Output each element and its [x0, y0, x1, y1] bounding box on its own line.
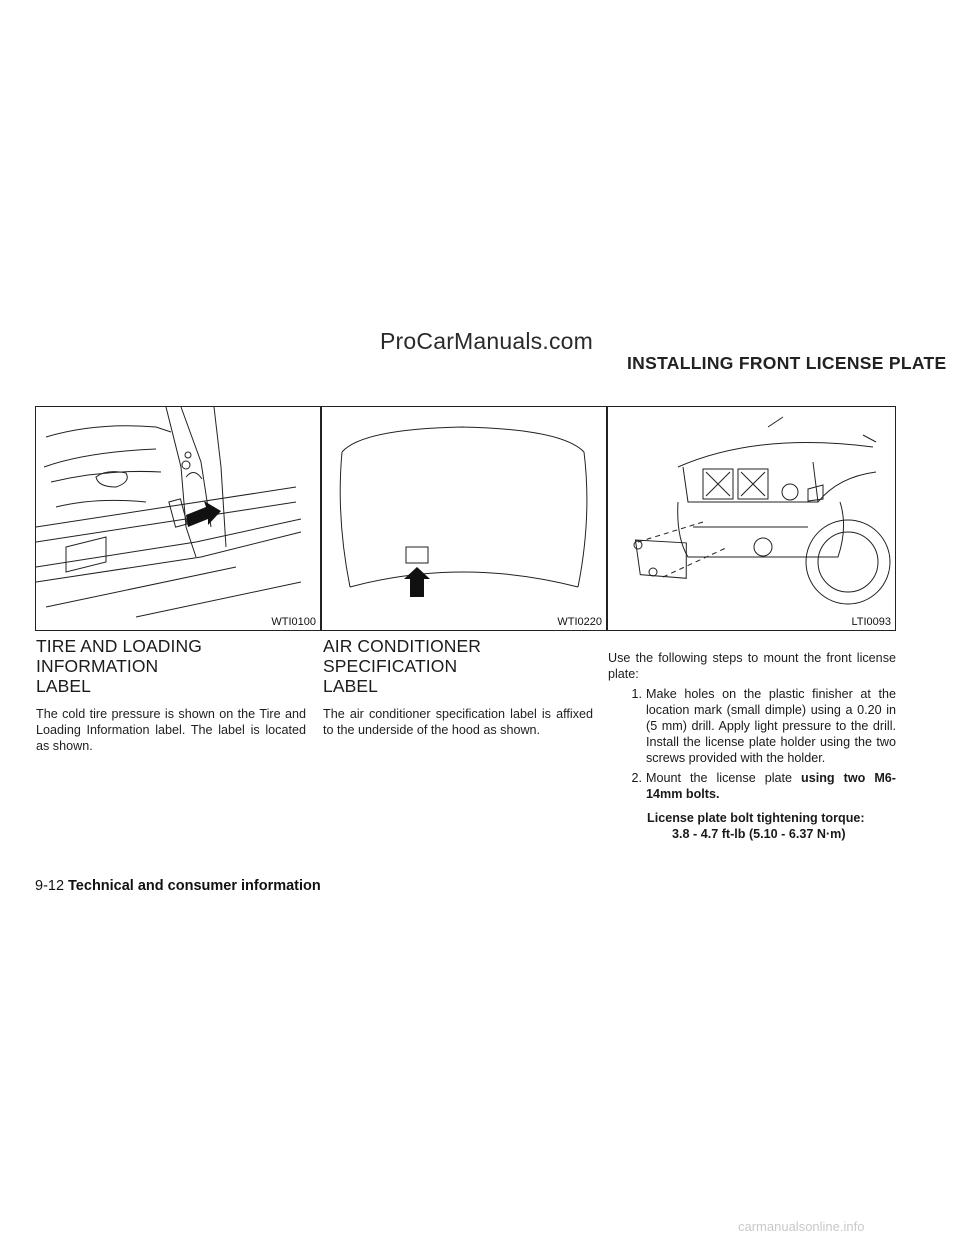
tire-label-figure	[35, 406, 321, 631]
step-number: 1.	[631, 687, 642, 701]
torque-label: License plate bolt tightening torque:	[647, 811, 865, 825]
torque-value: 3.8 - 4.7 ft-lb (5.10 - 6.37 N·m)	[672, 827, 846, 841]
ac-label-section	[323, 636, 593, 738]
ac-label-body: The air conditioner specification label is affixed to the underside of the hood as shown.	[323, 707, 593, 737]
step-text: Make holes on the plastic finisher at the location mark (small dimple) using a 0.20 in (5 mm) drill. Apply light pressure to the drill. Install the license plate holder using the two screws provided with the holder.	[646, 687, 896, 765]
hood-underside-illustration	[322, 407, 607, 631]
figure-code: WTI0100	[271, 616, 316, 628]
watermark-top: ProCarManuals.com	[380, 328, 594, 354]
ac-label-figure	[321, 406, 607, 631]
tire-label-section	[36, 636, 306, 754]
step-1	[608, 686, 896, 766]
tire-label-body: The cold tire pressure is shown on the Tire and Loading Information label. The label is located as shown.	[36, 707, 306, 753]
chapter-title: Technical and consumer information	[68, 878, 321, 894]
step-bold-text: using two M6-14mm bolts.	[646, 771, 897, 801]
step-2	[608, 770, 896, 802]
section-heading: INSTALLING FRONT LICENSE PLATE	[627, 353, 947, 373]
figure-code: WTI0220	[557, 616, 602, 628]
figure-code: LTI0093	[851, 616, 891, 628]
license-plate-intro: Use the following steps to mount the front license plate:	[608, 651, 896, 681]
door-jamb-illustration	[36, 407, 321, 631]
license-plate-section	[608, 636, 896, 842]
watermark-bottom: carmanualsonline.info	[738, 1219, 865, 1234]
truck-front-illustration	[608, 407, 896, 631]
step-text: Mount the license plate using two M6-14mm bolts.	[646, 771, 897, 801]
ac-label-heading: AIR CONDITIONER SPECIFICATION LABEL	[323, 636, 482, 696]
tire-label-heading: TIRE AND LOADING INFORMATION LABEL	[36, 636, 202, 696]
page-number: 9-12	[35, 878, 65, 894]
page-footer	[35, 878, 321, 894]
step-number: 2.	[631, 771, 642, 785]
license-plate-figure	[607, 406, 896, 631]
